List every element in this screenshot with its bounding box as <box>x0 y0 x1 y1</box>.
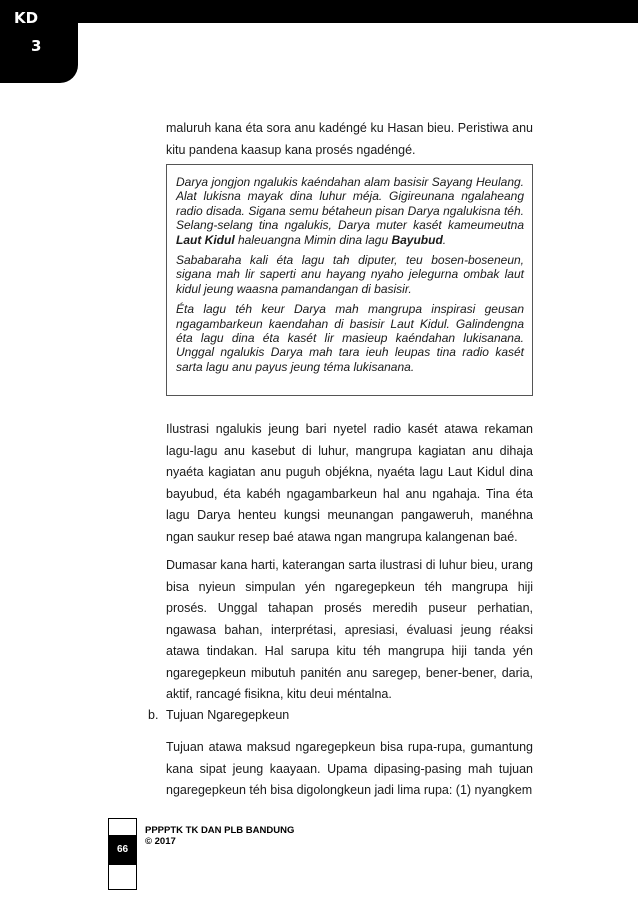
section-b-body <box>166 737 533 802</box>
body-paragraph-2: Dumasar kana harti, katerangan sarta ilustrasi di luhur bieu, urang bisa nyieun simpulan yén ngaregepkeun téh mangrupa hiji prosés. Unggal tahapan prosés meredih puseur perhatian, ngawasa bahan, interprétasi, apresiasi, évaluasi jeung réaksi atawa tindakan. Hal sarupa kitu téh mangrupa hiji tanda yén ngaregepkeun mibutuh panitén anu saregep, bener-bener, daria, aktif, rancagé fisikna, kitu deui méntalna. <box>166 558 533 701</box>
footer-line-1: PPPPTK TK DAN PLB BANDUNG <box>145 825 295 836</box>
footer-line-2: © 2017 <box>145 836 176 847</box>
box-p1-song-title: Laut Kidul <box>176 232 235 247</box>
box-p1-text-3: . <box>442 232 447 247</box>
page-number: 66 <box>108 835 137 865</box>
box-paragraph-3: Éta lagu téh keur Darya mah mangrupa inspirasi geusan ngagambarkeun kaendahan di basisir Laut Kidul. Galindengna éta lagu dina éta kasét lir masieup kaéndahan lukisanana. Unggal ngalukis Darya mah tara ieuh leupas tina radio kasét sarta lagu anu payus jeung téma lukisanana. <box>176 302 524 374</box>
box-paragraph-2: Sababaraha kali éta lagu tah diputer, teu bosen-boseneun, sigana mah lir saperti anu hayang nyaho jelegurna ombak laut kidul jeung waasna pamandangan di basisir. <box>176 253 524 296</box>
top-header-bar <box>0 0 638 23</box>
intro-section <box>166 118 533 161</box>
kd-label: KD <box>14 9 39 27</box>
kd-number: 3 <box>31 37 42 55</box>
section-b-paragraph: Tujuan atawa maksud ngaregepkeun bisa rupa-rupa, gumantung kana sipat jeung kaayaan. Upama dipasing-pasing mah tujuan ngaregepkeun téh bisa digolongkeun jadi lima rupa: (1) nyangkem <box>166 740 533 797</box>
illustration-box <box>166 164 533 396</box>
box-paragraph-1 <box>176 175 524 247</box>
kd-chapter-tab <box>0 0 78 83</box>
box-p1-text-1: Darya jongjon ngalukis kaéndahan alam basisir Sayang Heulang. Alat lukisna mayak dina luhur méja. Gigireunana ngalaheang radio disada. Sigana semu bétaheun pisan Darya ngalukisna téh. Selang-selang tina ngalukis, Darya muter kasét kameumeutna <box>176 175 524 233</box>
body-section <box>166 419 533 713</box>
section-b-letter: b. <box>148 708 159 722</box>
section-b-heading <box>148 708 289 722</box>
intro-paragraph: maluruh kana éta sora anu kadéngé ku Hasan bieu. Peristiwa anu kitu pandena kaasup kana prosés ngadéngé. <box>166 121 533 157</box>
box-p1-song-name: Bayubud <box>391 232 443 247</box>
footer-publisher <box>145 825 294 847</box>
section-b-title: Tujuan Ngaregepkeun <box>166 708 290 722</box>
box-p1-text-2: haleuangna Mimin dina lagu <box>234 232 392 247</box>
body-paragraph-1: Ilustrasi ngalukis jeung bari nyetel radio kasét atawa rekaman lagu-lagu anu kasebut di luhur, mangrupa kagiatan anu dihaja nyaéta kagiatan anu puguh objékna, nyaéta lagu Laut Kidul dina bayubud, éta kabéh ngagambarkeun hal anu ngahaja. Tina éta lagu Darya henteu kungsi meunangan pangaweruh, manéhna ngan saukur resep baé atawa ngan mangrupa kalangenan baé. <box>166 422 533 544</box>
